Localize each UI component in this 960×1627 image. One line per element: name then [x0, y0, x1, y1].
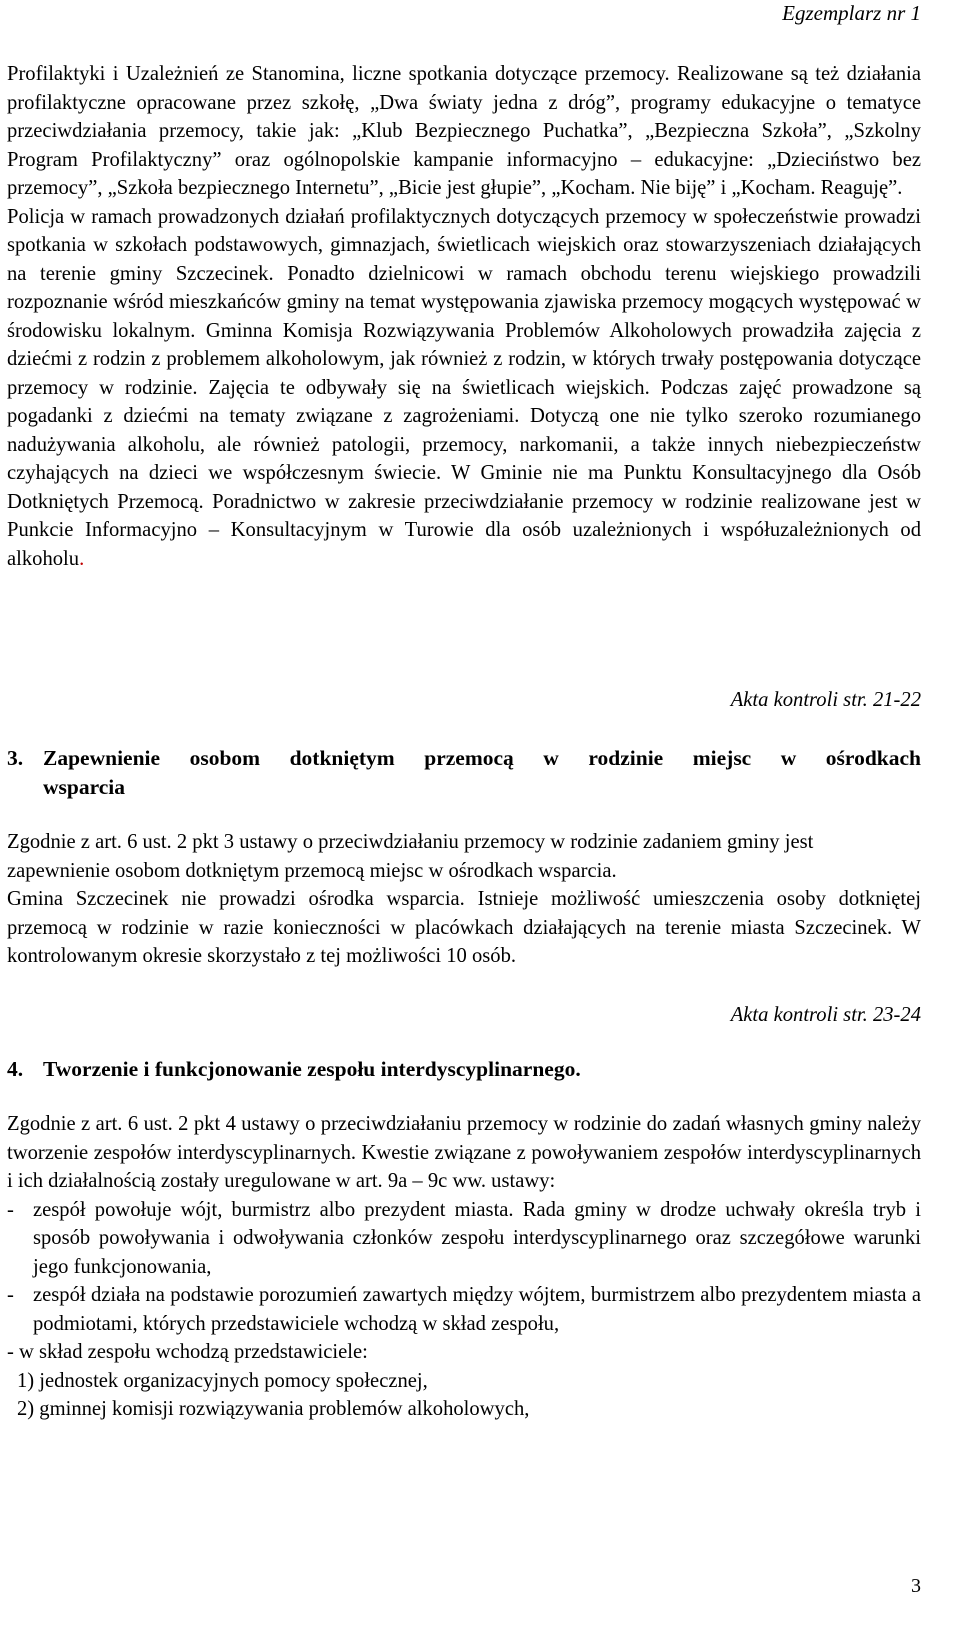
section-body	[7, 828, 921, 971]
section-title-cont: wsparcia	[43, 775, 126, 799]
section-heading	[7, 744, 921, 802]
list-text: zespół powołuje wójt, burmistrz albo prezydent miasta. Rada gminy w drodze uchwały określa tryb i sposób powoływania i odwoływania członków zespołu interdyscyplinarnego oraz szczegółowe warunki jego funkcjonowania,	[33, 1198, 921, 1278]
section-title: Zapewnienie osobom dotkniętym przemocą w rodzinie miejsc w ośrodkach	[43, 746, 921, 770]
paragraph	[7, 203, 921, 574]
numbered-item: 1) jednostek organizacyjnych pomocy społecznej,	[17, 1369, 428, 1392]
reference-note: Akta kontroli str. 23-24	[730, 1004, 921, 1026]
section-heading	[7, 1055, 921, 1084]
intro-section	[7, 60, 921, 573]
section-title: Tworzenie i funkcjonowanie zespołu interdyscyplinarnego.	[43, 1057, 581, 1081]
list-dash: -	[7, 1284, 14, 1306]
section-number: 3.	[7, 746, 24, 770]
paragraph: Gmina Szczecinek nie prowadzi ośrodka wsparcia. Istnieje możliwość umieszczenia osoby dotkniętej przemocą w rodzinie w razie konieczności w placówkach działających na terenie miasta Szczecinek. W kontrolowanym okresie skorzystało z tej możliwości 10 osób.	[7, 888, 921, 967]
list-item	[7, 1281, 921, 1338]
page-number: 3	[911, 1575, 921, 1597]
paragraph: Profilaktyki i Uzależnień ze Stanomina, liczne spotkania dotyczące przemocy. Realizowane są też działania profilaktyczne opracowane przez szkołę, „Dwa światy jedna z dróg”, programy edukacyjne o tematyce przeciwdziałania przemocy, takie jak: „Klub Bezpiecznego Puchatka”, „Bezpieczna Szkoła”, „Szkolny Program Profilaktyczny” oraz ogólnopolskie kampanie informacyjno – edukacyjne: „Dzieciństwo bez przemocy”, „Szkoła bezpiecznego Internetu”, „Bicie jest głupie”, „Kocham. Nie biję” i „Kocham. Reaguję”.	[7, 63, 921, 199]
paragraph-end: .	[79, 547, 85, 570]
section-body	[7, 1110, 921, 1424]
numbered-item: 2) gminnej komisji rozwiązywania problemów alkoholowych,	[17, 1398, 530, 1420]
copy-label: Egzemplarz nr 1	[782, 1, 921, 25]
paragraph-text: Policja w ramach prowadzonych działań profilaktycznych dotyczących przemocy w społeczeństwie prowadzi spotkania w szkołach podstawowych, gimnazjach, świetlicach wiejskich oraz stowarzyszeniach działających na terenie gminy Szczecinek. Ponadto dzielnicowi w ramach obchodu terenu wiejskiego prowadzili rozpoznanie wśród mieszkańców gminy na temat występowania zjawiska przemocy mogących występować w środowisku lokalnym. Gminna Komisja Rozwiązywania Problemów Alkoholowych prowadziła zajęcia z dziećmi z rodzin z problemem alkoholowym, jak również z rodzin, w których trwały postępowania dotyczące przemocy w rodzinie. Zajęcia te odbywały się na świetlicach wiejskich. Podczas zajęć prowadzone są pogadanki z dziećmi na tematy związane z zagrożeniami. Dotyczą one nie tylko szeroko rozumianego nadużywania alkoholu, ale również patologii, przemocy, narkomanii, a także innych niebezpieczeństw czyhających na dzieci we współczesnym świecie. W Gminie nie ma Punktu Konsultacyjnego dla Osób Dotkniętych Przemocą. Poradnictwo w zakresie przeciwdziałanie przemocy w rodzinie realizowane jest w Punkcie Informacyjno – Konsultacyjnym w Turowie dla osób uzależnionych i współuzależnionych od alkoholu	[7, 205, 921, 570]
reference-note: Akta kontroli str. 21-22	[730, 689, 921, 711]
list-intro: - w skład zespołu wchodzą przedstawiciele:	[7, 1341, 368, 1363]
paragraph: Zgodnie z art. 6 ust. 2 pkt 4 ustawy o przeciwdziałaniu przemocy w rodzinie do zadań własnych gminy należy tworzenie zespołów interdyscyplinarnych. Kwestie związane z powoływaniem zespołów interdyscyplinarnych i ich działalnością zostały uregulowane w art. 9a – 9c ww. ustawy:	[7, 1113, 921, 1192]
list-item	[7, 1196, 921, 1282]
paragraph: Zgodnie z art. 6 ust. 2 pkt 3 ustawy o przeciwdziałaniu przemocy w rodzinie zadaniem gminy jest zapewnienie osobom dotkniętym przemocą miejsc w ośrodkach wsparcia.	[7, 831, 814, 882]
list-text: zespół działa na podstawie porozumień zawartych między wójtem, burmistrzem albo prezydentem miasta a podmiotami, których przedstawiciele wchodzą w skład zespołu,	[33, 1284, 921, 1335]
list-dash: -	[7, 1198, 14, 1221]
section-number: 4.	[7, 1057, 24, 1081]
